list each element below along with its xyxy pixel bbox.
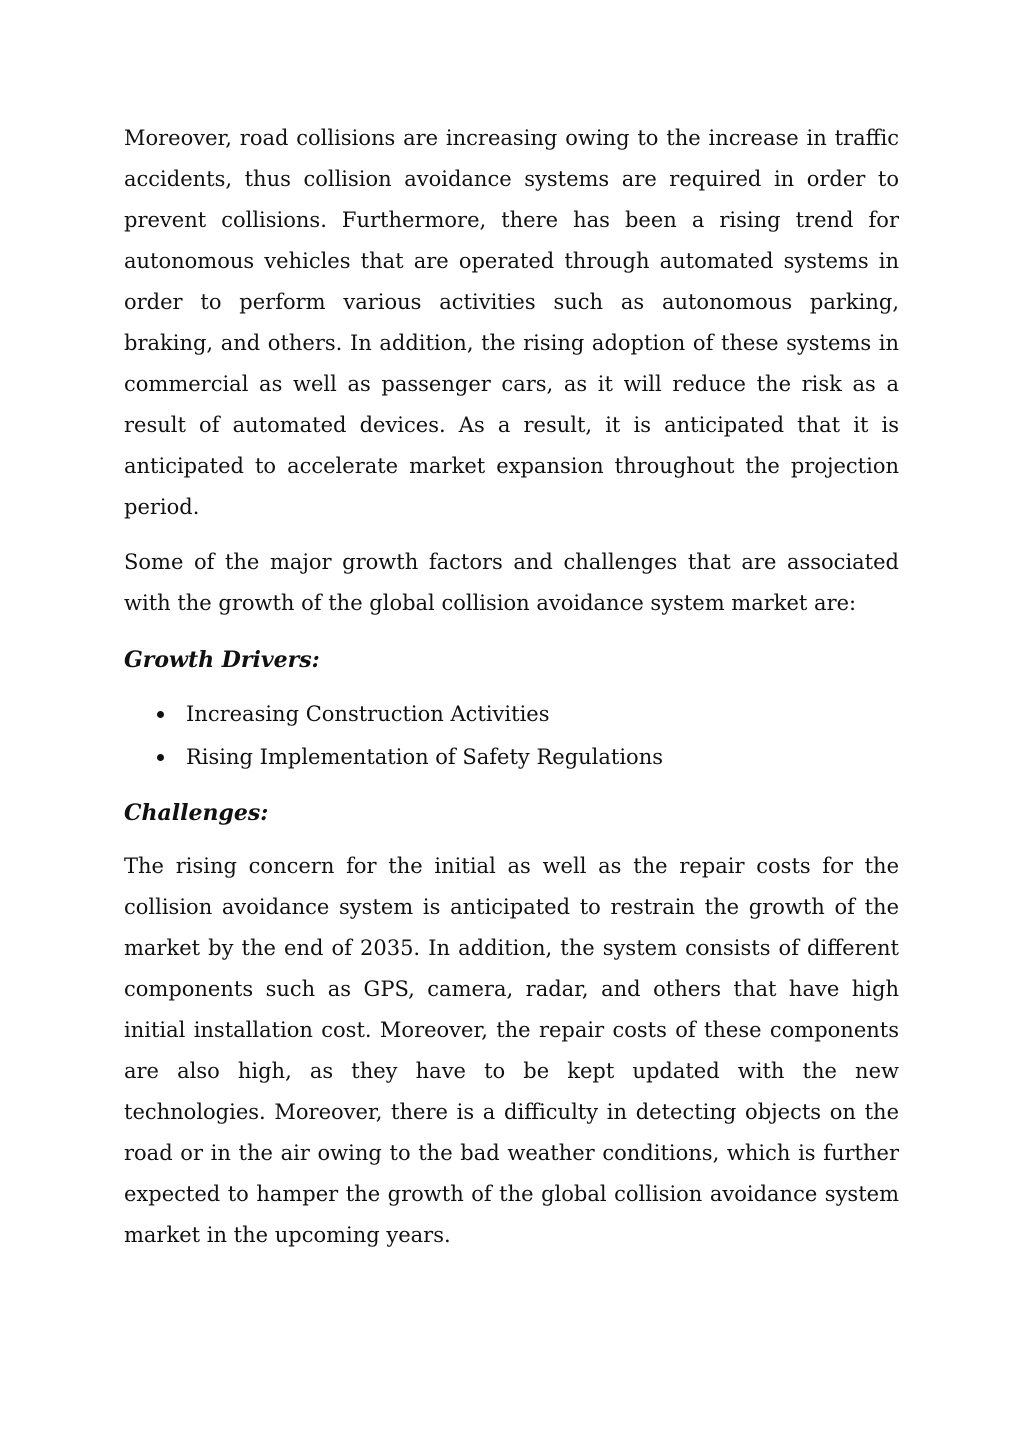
bullet-icon bbox=[157, 754, 164, 761]
growth-drivers-heading: Growth Drivers: bbox=[124, 647, 320, 673]
factors-intro-paragraph: Some of the major growth factors and challenges that are associated with the growth of the global collision avoidance system market are: bbox=[124, 550, 899, 615]
bullet-icon bbox=[157, 711, 164, 718]
list-item-text: Rising Implementation of Safety Regulations bbox=[186, 745, 664, 769]
list-item bbox=[124, 736, 899, 779]
intro-paragraph: Moreover, road collisions are increasing owing to the increase in traffic accidents, thus collision avoidance systems are required in order to prevent collisions. Furthermore, there has been a rising trend for autonomous vehicles that are operated through automated systems in order to perform various activities such as autonomous parking, braking, and others. In addition, the rising adoption of these systems in commercial as well as passenger cars, as it will reduce the risk as a result of automated devices. As a result, it is anticipated that it is anticipated to accelerate market expansion throughout the projection period. bbox=[124, 126, 899, 519]
growth-drivers-list bbox=[124, 693, 899, 779]
document-page bbox=[124, 118, 899, 1270]
challenges-heading: Challenges: bbox=[124, 800, 269, 826]
list-item-text: Increasing Construction Activities bbox=[186, 702, 550, 726]
list-item bbox=[124, 693, 899, 736]
challenges-paragraph: The rising concern for the initial as well as the repair costs for the collision avoidance system is anticipated to restrain the growth of the market by the end of 2035. In addition, the system consists of different components such as GPS, camera, radar, and others that have high initial installation cost. Moreover, the repair costs of these components are also high, as they have to be kept updated with the new technologies. Moreover, there is a difficulty in detecting objects on the road or in the air owing to the bad weather conditions, which is further expected to hamper the growth of the global collision avoidance system market in the upcoming years. bbox=[124, 854, 899, 1247]
